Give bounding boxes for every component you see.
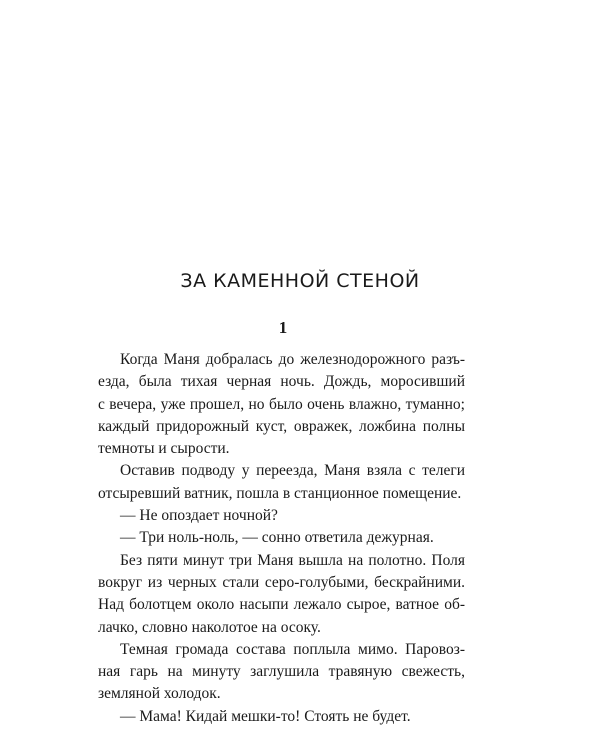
text-line: темноты и сырости. xyxy=(98,440,230,458)
text-line: Когда Маня добралась до железнодорожного разъ- xyxy=(120,351,465,368)
section-number: 1 xyxy=(278,318,288,337)
text-line: Без пяти минут три Маня вышла на полотно. Поля xyxy=(120,551,465,569)
text-line: езда, была тихая черная ночь. Дождь, моросивший xyxy=(98,373,465,391)
text-line: Над болотцем около насыпи лежало сырое, ватное об- xyxy=(98,596,465,614)
text-line: вокруг из черных стали серо-голубыми, бескрайними. xyxy=(98,573,465,591)
text-line: Темная громада состава поплыла мимо. Паровоз- xyxy=(120,640,465,658)
text-line: лачко, словно наколотое на осоку. xyxy=(98,618,321,636)
text-line: — Мама! Кидай мешки-то! Стоять не будет. xyxy=(120,707,411,725)
text-line: с вечера, уже прошел, но было очень влажно, туманно; xyxy=(98,395,465,413)
text-line: — Три ноль-ноль, — сонно ответила дежурная. xyxy=(120,529,434,547)
text-line: земляной холодок. xyxy=(98,685,221,703)
text-line: — Не опоздает ночной? xyxy=(120,507,278,525)
text-line: каждый придорожный куст, овражек, ложбина полны xyxy=(98,417,465,435)
text-line: ная гарь на минуту заглушила травяную свежесть, xyxy=(98,663,465,681)
body-text xyxy=(98,349,465,728)
text-line: Оставив подводу у переезда, Маня взяла с телеги xyxy=(120,462,465,480)
chapter-title: ЗА КАМЕННОЙ СТЕНОЙ xyxy=(180,270,420,292)
text-line: отсыревший ватник, пошла в станционное помещение. xyxy=(98,484,462,502)
